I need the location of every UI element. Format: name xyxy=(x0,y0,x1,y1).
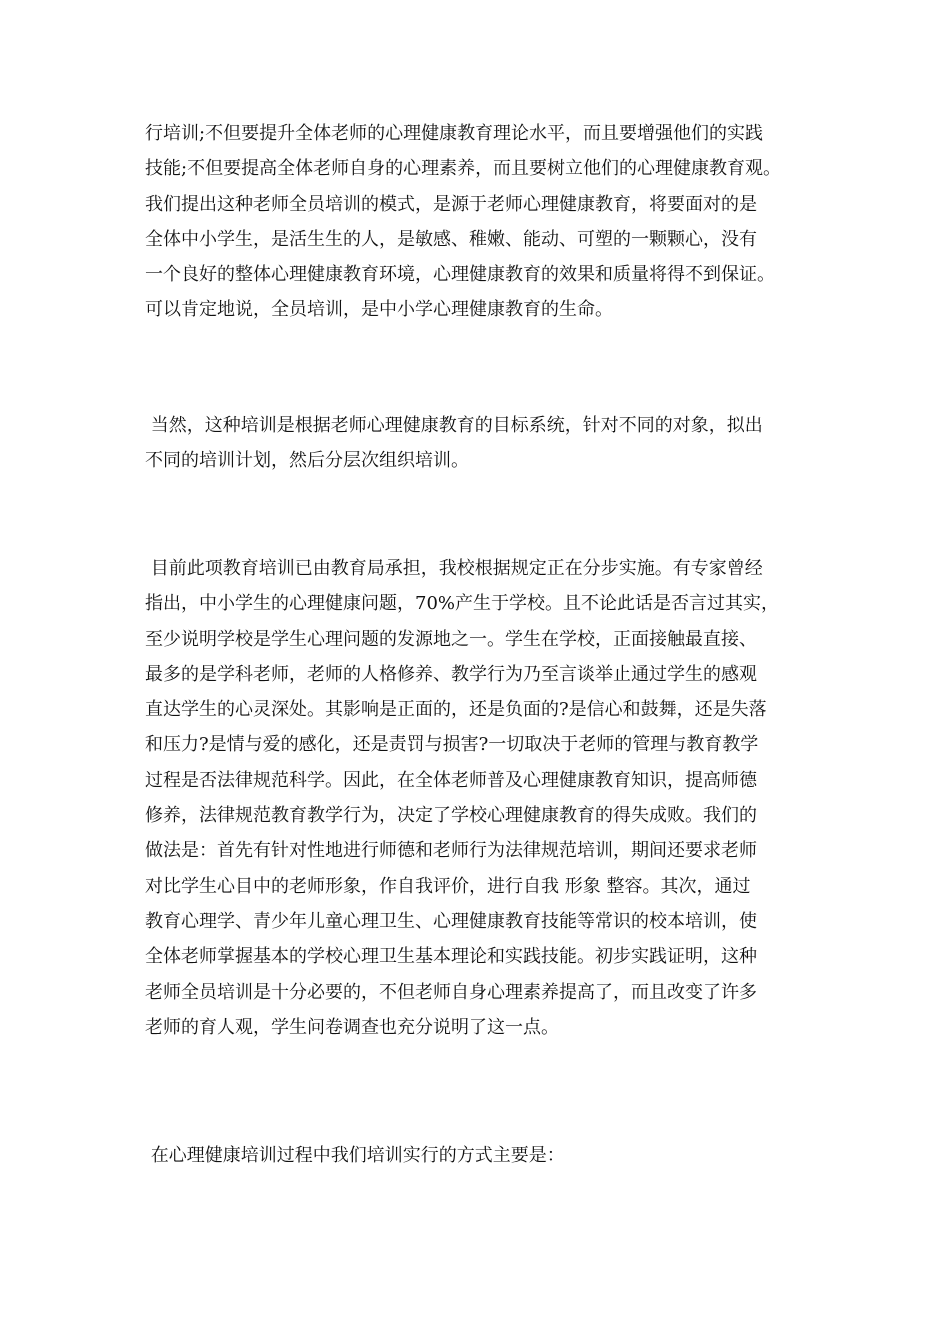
text-line: 和压力?是情与爱的感化，还是责罚与损害?一切取决于老师的管理与教育教学 xyxy=(145,734,759,756)
text-line: 在心理健康培训过程中我们培训实行的方式主要是： xyxy=(145,1145,565,1166)
paragraph-1 xyxy=(145,116,825,328)
text-line: 技能;不但要提高全体老师自身的心理素养，而且要树立他们的心理健康教育观。 xyxy=(145,158,782,180)
text-line: 对比学生心目中的老师形象，作自我评价，进行自我 形象 整容。其次，通过 xyxy=(145,875,751,897)
text-line: 可以肯定地说，全员培训，是中小学心理健康教育的生命。 xyxy=(145,299,613,321)
text-line: 全体老师掌握基本的学校心理卫生基本理论和实践技能。初步实践证明，这种 xyxy=(145,946,757,968)
text-line: 全体中小学生，是活生生的人，是敏感、稚嫩、能动、可塑的一颗颗心，没有 xyxy=(145,228,757,250)
paragraph-3 xyxy=(145,551,825,1045)
text-line: 教育心理学、青少年儿童心理卫生、心理健康教育技能等常识的校本培训，使 xyxy=(145,910,757,932)
text-line: 当然，这种培训是根据老师心理健康教育的目标系统，针对不同的对象，拟出 xyxy=(145,415,763,436)
text-line: 至少说明学校是学生心理问题的发源地之一。学生在学校，正面接触最直接、 xyxy=(145,628,757,650)
text-line: 行培训;不但要提升全体老师的心理健康教育理论水平，而且要增强他们的实践 xyxy=(145,123,764,144)
text-line: 我们提出这种老师全员培训的模式，是源于老师心理健康教育，将要面对的是 xyxy=(145,193,757,215)
text-line: 做法是：首先有针对性地进行师德和老师行为法律规范培训，期间还要求老师 xyxy=(145,840,757,862)
paragraph-2 xyxy=(145,408,825,479)
text-line: 直达学生的心灵深处。其影响是正面的，还是负面的?是信心和鼓舞，还是失落 xyxy=(145,699,767,721)
text-line: 老师的育人观，学生问卷调查也充分说明了这一点。 xyxy=(145,1016,559,1038)
text-line: 一个良好的整体心理健康教育环境，心理健康教育的效果和质量将得不到保证。 xyxy=(145,264,775,286)
text-line: 修养，法律规范教育教学行为，决定了学校心理健康教育的得失成败。我们的 xyxy=(145,805,757,827)
text-line: 老师全员培训是十分必要的，不但老师自身心理素养提高了，而且改变了许多 xyxy=(145,981,757,1003)
text-line: 过程是否法律规范科学。因此，在全体老师普及心理健康教育知识，提高师德 xyxy=(145,769,757,791)
paragraph-4 xyxy=(145,1138,825,1173)
text-line: 不同的培训计划，然后分层次组织培训。 xyxy=(145,450,469,472)
text-line: 目前此项教育培训已由教育局承担，我校根据规定正在分步实施。有专家曾经 xyxy=(145,558,763,579)
text-line: 最多的是学科老师，老师的人格修养、教学行为乃至言谈举止通过学生的感观 xyxy=(145,663,757,685)
text-line: 指出，中小学生的心理健康问题，70%产生于学校。且不论此话是否言过其实， xyxy=(145,593,780,615)
